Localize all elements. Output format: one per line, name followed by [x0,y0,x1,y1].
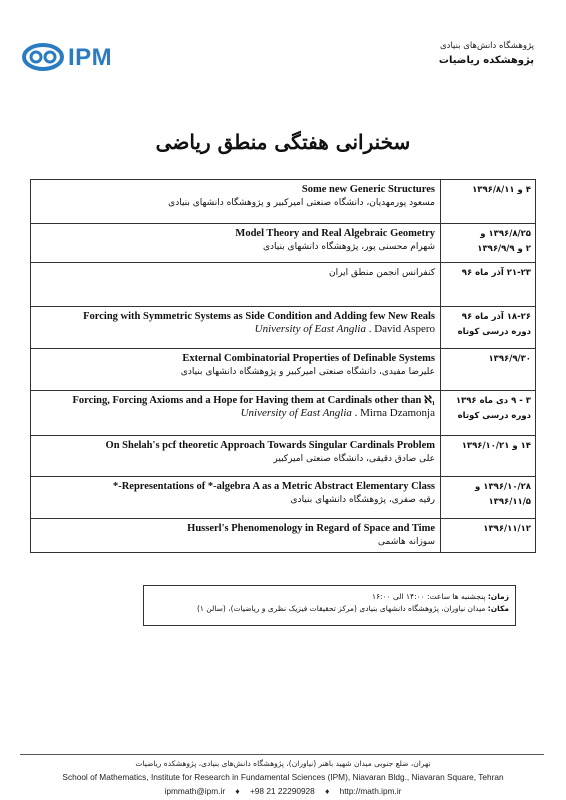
date-line: ۴ و ۱۳۹۶/۸/۱۱ [472,185,531,195]
footer-divider [20,754,544,755]
speaker-en: University of East Anglia . David Aspero [254,323,435,335]
speaker-name: Mirna Dzamonja [360,407,435,419]
institute-line-1: پژوهشگاه دانش‌های بنیادی [440,41,534,51]
date-line: دوره درسی کوتاه [457,327,531,337]
date-line: ۳ - ۹ دی ماه ۱۳۹۶ [455,396,531,406]
date-line: ۲ و ۱۳۹۶/۹/۹ [477,244,531,254]
place-value: میدان نیاوران، پژوهشگاه دانشهای بنیادی (مرکز تحقیقات فیزیک نظری و ریاضیات)، (سالن ۱) [196,604,486,613]
speaker-fa: مسعود پورمهدیان، دانشگاه صنعتی امیرکبیر و پژوهشگاه دانشهای بنیادی [168,198,435,208]
schedule-row [31,307,536,349]
date-cell [441,263,536,307]
date-line: ۱۳۹۶/۱۰/۲۸ و [475,482,531,492]
institute-line-2: پژوهشکده ریاضیات [438,55,534,66]
schedule-row [31,436,536,477]
speaker-fa: شهرام محسنی پور، پژوهشگاه دانشهای بنیادی [262,242,435,252]
speaker-fa: علیرضا مفیدی، دانشگاه صنعتی امیرکبیر و پژوهشگاه دانشهای بنیادی [180,367,435,377]
talk-cell [31,477,441,519]
date-line: ۱۳۹۶/۱۱/۱۲ [483,524,531,534]
date-line: ۲۱-۲۳ آذر ماه ۹۶ [461,268,531,278]
talk-cell [31,180,441,224]
date-line: ۱۳۹۶/۹/۳۰ [488,354,531,364]
talk-cell [31,349,441,391]
date-line: دوره درسی کوتاه [457,411,531,421]
date-cell [441,391,536,436]
date-cell [441,436,536,477]
page-title: سخنرانی هفتگی منطق ریاضی [155,130,411,154]
talk-cell [31,224,441,263]
logo-text: IPM [68,44,113,71]
time-label: زمان: [487,592,509,601]
schedule-row [31,180,536,224]
footer-phone: +98 21 22290928 [249,786,315,796]
talk-cell [31,436,441,477]
place-label: مکان: [487,604,509,613]
schedule-row [31,349,536,391]
talk-cell [31,263,441,307]
footer-separator: ♦ [325,786,330,796]
date-line: ۱۴ و ۱۳۹۶/۱۰/۲۱ [461,441,531,451]
speaker-en: University of East Anglia . Mirna Dzamonja [240,407,435,419]
date-cell [441,180,536,224]
schedule-row [31,263,536,307]
speaker-affiliation: University of East Anglia [240,407,352,419]
footer-address-en: School of Mathematics, Institute for Research in Fundamental Sciences (IPM), Niavaran Bldg., Niavaran Square, Tehran [62,772,504,782]
speaker-name: David Aspero [374,323,435,335]
speaker-fa: علی صادق دقیقی، دانشگاه صنعتی امیرکبیر [273,454,435,464]
schedule-row [31,519,536,553]
speaker-fa: رقیه صفری، پژوهشگاه دانشهای بنیادی [290,495,435,505]
talk-title: External Combinatorial Properties of Definable Systems [182,353,435,364]
info-box [143,585,516,626]
schedule-table [30,179,536,553]
schedule-row [31,477,536,519]
speaker-affiliation: University of East Anglia [254,323,366,335]
date-cell [441,307,536,349]
footer-address-fa: تهران، ضلع جنوبی میدان شهید باهنر (نیاوران)، پژوهشگاه دانش‌های بنیادی، پژوهشکده ریاضیات [135,759,431,768]
date-line: ۱۸-۲۶ آذر ماه ۹۶ [461,312,531,322]
footer-website: http://math.ipm.ir [339,786,402,796]
footer-contacts [0,786,566,796]
time-line [144,591,509,603]
date-line: ۱۳۹۶/۸/۲۵ و [480,229,531,239]
date-line: ۱۳۹۶/۱۱/۵ [488,497,531,507]
talk-title: On Shelah's pcf theoretic Approach Towards Singular Cardinals Problem [105,440,435,451]
date-cell [441,224,536,263]
schedule-row [31,391,536,436]
talk-title: Some new Generic Structures [301,184,435,195]
footer-separator: ♦ [235,786,240,796]
place-line [144,603,509,615]
talk-title: Forcing, Forcing Axioms and a Hope for Having them at Cardinals other than ℵ₁ [72,395,435,406]
talk-cell [31,307,441,349]
date-cell [441,519,536,553]
ipm-logo-icon [22,40,66,74]
time-value: پنجشنبه ها ساعت: ۱۴:۰۰ الی ۱۶:۰۰ [371,592,486,601]
talk-title: Forcing with Symmetric Systems as Side Condition and Adding few New Reals [83,311,435,322]
ipm-logo [22,40,132,74]
institute-name [439,41,534,66]
footer-email: ipmmath@ipm.ir [164,786,226,796]
talk-title: Husserl's Phenomenology in Regard of Space and Time [187,523,435,534]
talk-title: *-Representations of *-algebra A as a Metric Abstract Elementary Class [112,481,435,492]
talk-cell [31,391,441,436]
speaker-fa: سوزانه هاشمی [378,537,435,547]
date-cell [441,477,536,519]
date-cell [441,349,536,391]
schedule-row [31,224,536,263]
talk-cell [31,519,441,553]
speaker-fa: کنفرانس انجمن منطق ایران [329,268,435,278]
talk-title: Model Theory and Real Algebraic Geometry [235,228,435,239]
